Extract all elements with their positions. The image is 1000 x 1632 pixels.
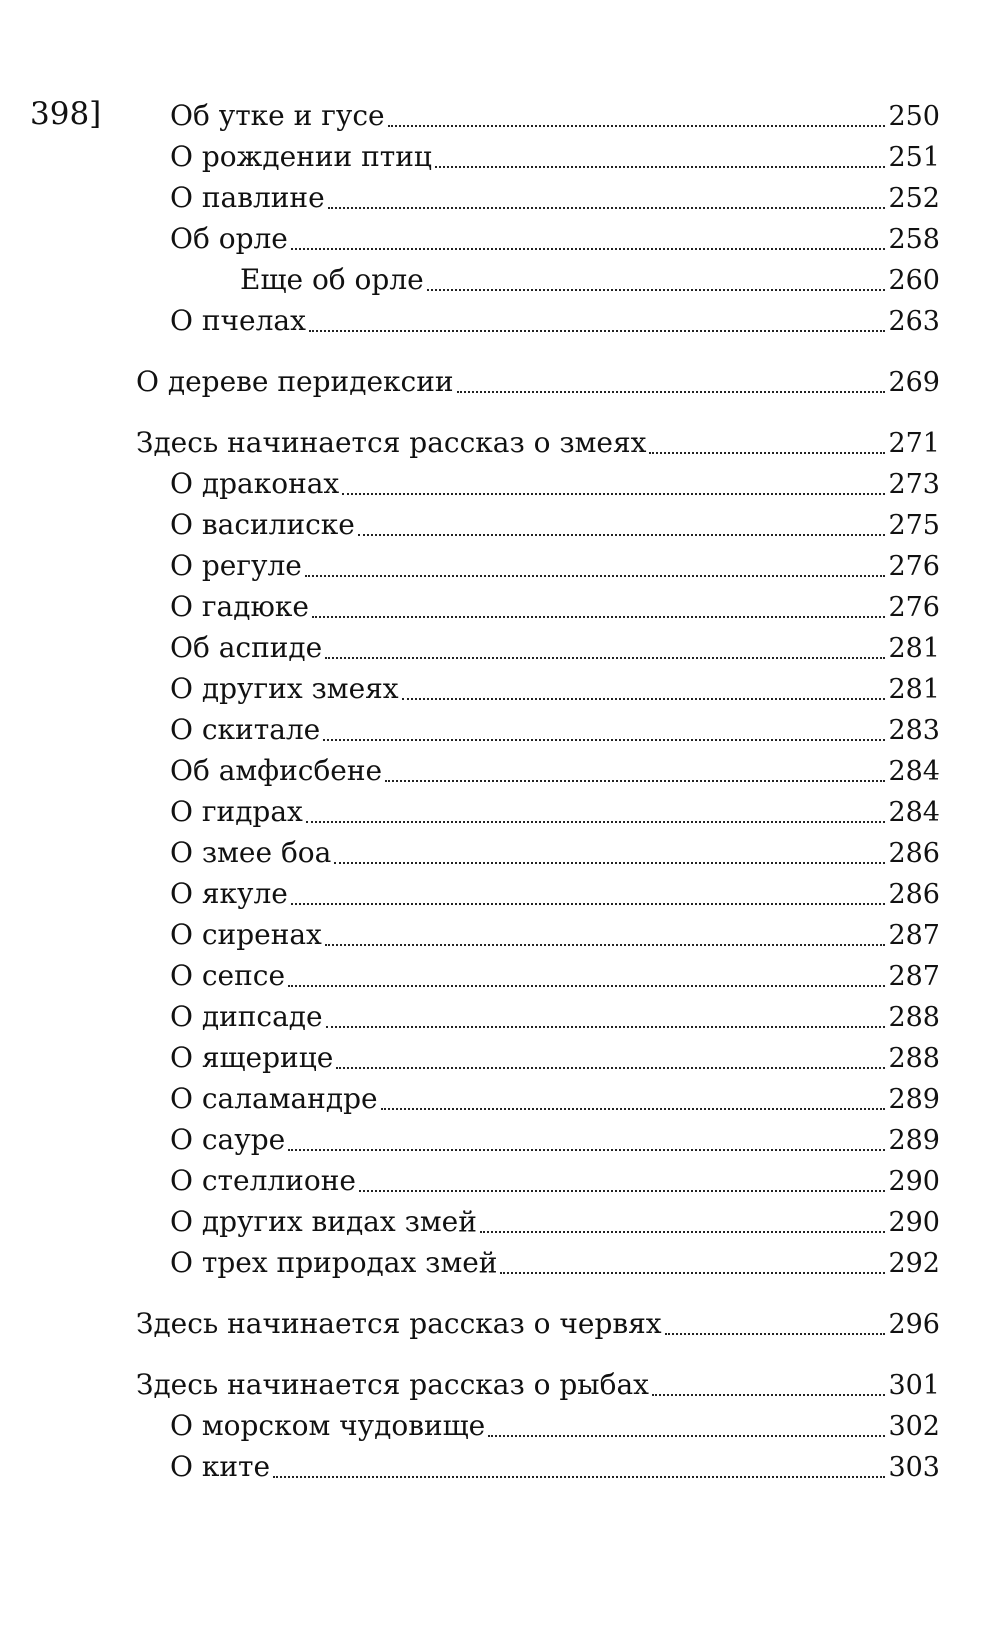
toc-entry-title: Об утке и гусе (170, 99, 385, 132)
toc-entry-page-number: 289 (888, 1084, 940, 1115)
toc-entry-title: О сепсе (170, 959, 286, 992)
toc-entry-title: О дереве перидексии (136, 365, 454, 398)
toc-entry-page-number: 301 (888, 1370, 940, 1401)
toc-entry-page-number: 288 (888, 1002, 940, 1033)
toc-entry (170, 1243, 940, 1283)
toc-entry (170, 96, 940, 136)
toc-entry-page-number: 302 (888, 1411, 940, 1442)
toc-entry (170, 751, 940, 791)
toc-entry (170, 833, 940, 873)
dot-leader (306, 820, 886, 823)
toc-entry-title: О рождении птиц (170, 140, 432, 173)
toc-entry-page-number: 250 (888, 101, 940, 132)
toc-entry-page-number: 269 (888, 367, 940, 398)
toc-entry (170, 301, 940, 341)
toc-entry (240, 260, 940, 300)
toc-entry-page-number: 260 (888, 265, 940, 296)
toc-entry-title: О якуле (170, 877, 288, 910)
toc-entry (170, 792, 940, 832)
toc-entry (170, 915, 940, 955)
toc-entry-title: О саламандре (170, 1082, 378, 1115)
toc-entry-page-number: 290 (888, 1207, 940, 1238)
toc-entry (170, 710, 940, 750)
dot-leader (359, 1189, 886, 1192)
toc-entry-page-number: 287 (888, 961, 940, 992)
dot-leader (273, 1475, 885, 1478)
toc-entry (136, 1365, 940, 1405)
dot-leader (309, 329, 886, 332)
toc-entry (170, 219, 940, 259)
page-number: 398] (30, 96, 102, 132)
dot-leader (336, 1066, 885, 1069)
toc-entry-page-number: 276 (888, 592, 940, 623)
toc-entry-title: О трех природах змей (170, 1246, 498, 1279)
toc-entry-title: О драконах (170, 467, 340, 500)
toc-entry (170, 997, 940, 1037)
toc-entry-title: Еще об орле (240, 263, 424, 296)
dot-leader (480, 1230, 886, 1233)
toc-entry-page-number: 303 (888, 1452, 940, 1483)
toc-entry-page-number: 292 (888, 1248, 940, 1279)
dot-leader (385, 779, 885, 782)
toc-entry (170, 1079, 940, 1119)
toc-entry (170, 1161, 940, 1201)
toc-entry (170, 1406, 940, 1446)
toc-entry (170, 956, 940, 996)
toc-entry-page-number: 288 (888, 1043, 940, 1074)
toc-entry-page-number: 286 (888, 879, 940, 910)
dot-leader (325, 656, 885, 659)
dot-leader (312, 615, 886, 618)
toc-entry-title: Здесь начинается рассказ о змеях (136, 426, 647, 459)
toc-entry (170, 546, 940, 586)
toc-entry (170, 505, 940, 545)
toc-entry-page-number: 273 (888, 469, 940, 500)
toc-entry (170, 1447, 940, 1487)
dot-leader (435, 165, 886, 168)
dot-leader (305, 574, 886, 577)
dot-leader (457, 390, 886, 393)
toc-entry-title: О морском чудовище (170, 1409, 486, 1442)
toc-entry (170, 464, 940, 504)
toc-entry-title: О гидрах (170, 795, 303, 828)
toc-entry-page-number: 296 (888, 1309, 940, 1340)
toc-entry (170, 1120, 940, 1160)
toc-entry-title: О других змеях (170, 672, 399, 705)
toc-entry (170, 137, 940, 177)
toc-entry-page-number: 276 (888, 551, 940, 582)
dot-leader (291, 902, 886, 905)
toc-entry-page-number: 284 (888, 797, 940, 828)
toc-entry-title: О сиренах (170, 918, 322, 951)
dot-leader (381, 1107, 886, 1110)
toc-entry-page-number: 281 (888, 674, 940, 705)
toc-entry (136, 1304, 940, 1344)
dot-leader (328, 206, 886, 209)
toc-entry (170, 628, 940, 668)
toc-entry-title: О змее боа (170, 836, 332, 869)
toc-entry-page-number: 289 (888, 1125, 940, 1156)
toc-entry-page-number: 275 (888, 510, 940, 541)
toc-entry-title: О василиске (170, 508, 355, 541)
toc-entry (136, 362, 940, 402)
dot-leader (488, 1434, 885, 1437)
dot-leader (652, 1393, 886, 1396)
toc-entry-title: О ките (170, 1450, 271, 1483)
toc-entry-page-number: 281 (888, 633, 940, 664)
dot-leader (649, 451, 885, 454)
toc-entry-title: О регуле (170, 549, 302, 582)
toc-entry-page-number: 286 (888, 838, 940, 869)
toc-entry-page-number: 284 (888, 756, 940, 787)
toc-entry-page-number: 290 (888, 1166, 940, 1197)
toc-entry-title: О других видах змей (170, 1205, 477, 1238)
toc-entry-title: О дипсаде (170, 1000, 323, 1033)
dot-leader (500, 1271, 885, 1274)
dot-leader (326, 1025, 886, 1028)
toc-entry-title: Об амфисбене (170, 754, 383, 787)
toc-entry-title: Здесь начинается рассказ о червях (136, 1307, 662, 1340)
toc-entry-page-number: 251 (888, 142, 940, 173)
toc-entry-page-number: 287 (888, 920, 940, 951)
toc-entry-title: Здесь начинается рассказ о рыбах (136, 1368, 649, 1401)
toc-entry-title: О стеллионе (170, 1164, 356, 1197)
dot-leader (358, 533, 886, 536)
dot-leader (665, 1332, 886, 1335)
dot-leader (342, 492, 885, 495)
toc-entry-page-number: 263 (888, 306, 940, 337)
toc-entry-title: О павлине (170, 181, 325, 214)
toc-entry (170, 1038, 940, 1078)
dot-leader (427, 288, 886, 291)
toc-entry (170, 178, 940, 218)
dot-leader (323, 738, 885, 741)
toc-entry (170, 669, 940, 709)
toc-entry-title: Об аспиде (170, 631, 323, 664)
dot-leader (402, 697, 886, 700)
toc-entry-title: О гадюке (170, 590, 309, 623)
dot-leader (288, 1148, 885, 1151)
toc-entry (170, 1202, 940, 1242)
dot-leader (334, 861, 885, 864)
dot-leader (291, 247, 886, 250)
dot-leader (388, 124, 886, 127)
dot-leader (288, 984, 885, 987)
toc-entry-title: О сауре (170, 1123, 286, 1156)
toc-entry-page-number: 258 (888, 224, 940, 255)
toc-entry-page-number: 271 (888, 428, 940, 459)
toc-entry-page-number: 283 (888, 715, 940, 746)
toc-entry (136, 423, 940, 463)
toc-entry-title: О ящерице (170, 1041, 334, 1074)
toc-entry (170, 587, 940, 627)
toc-entry-title: О пчелах (170, 304, 306, 337)
toc-entry (170, 874, 940, 914)
toc-entry-title: О скитале (170, 713, 321, 746)
toc-entry-title: Об орле (170, 222, 288, 255)
toc-entry-page-number: 252 (888, 183, 940, 214)
dot-leader (325, 943, 886, 946)
